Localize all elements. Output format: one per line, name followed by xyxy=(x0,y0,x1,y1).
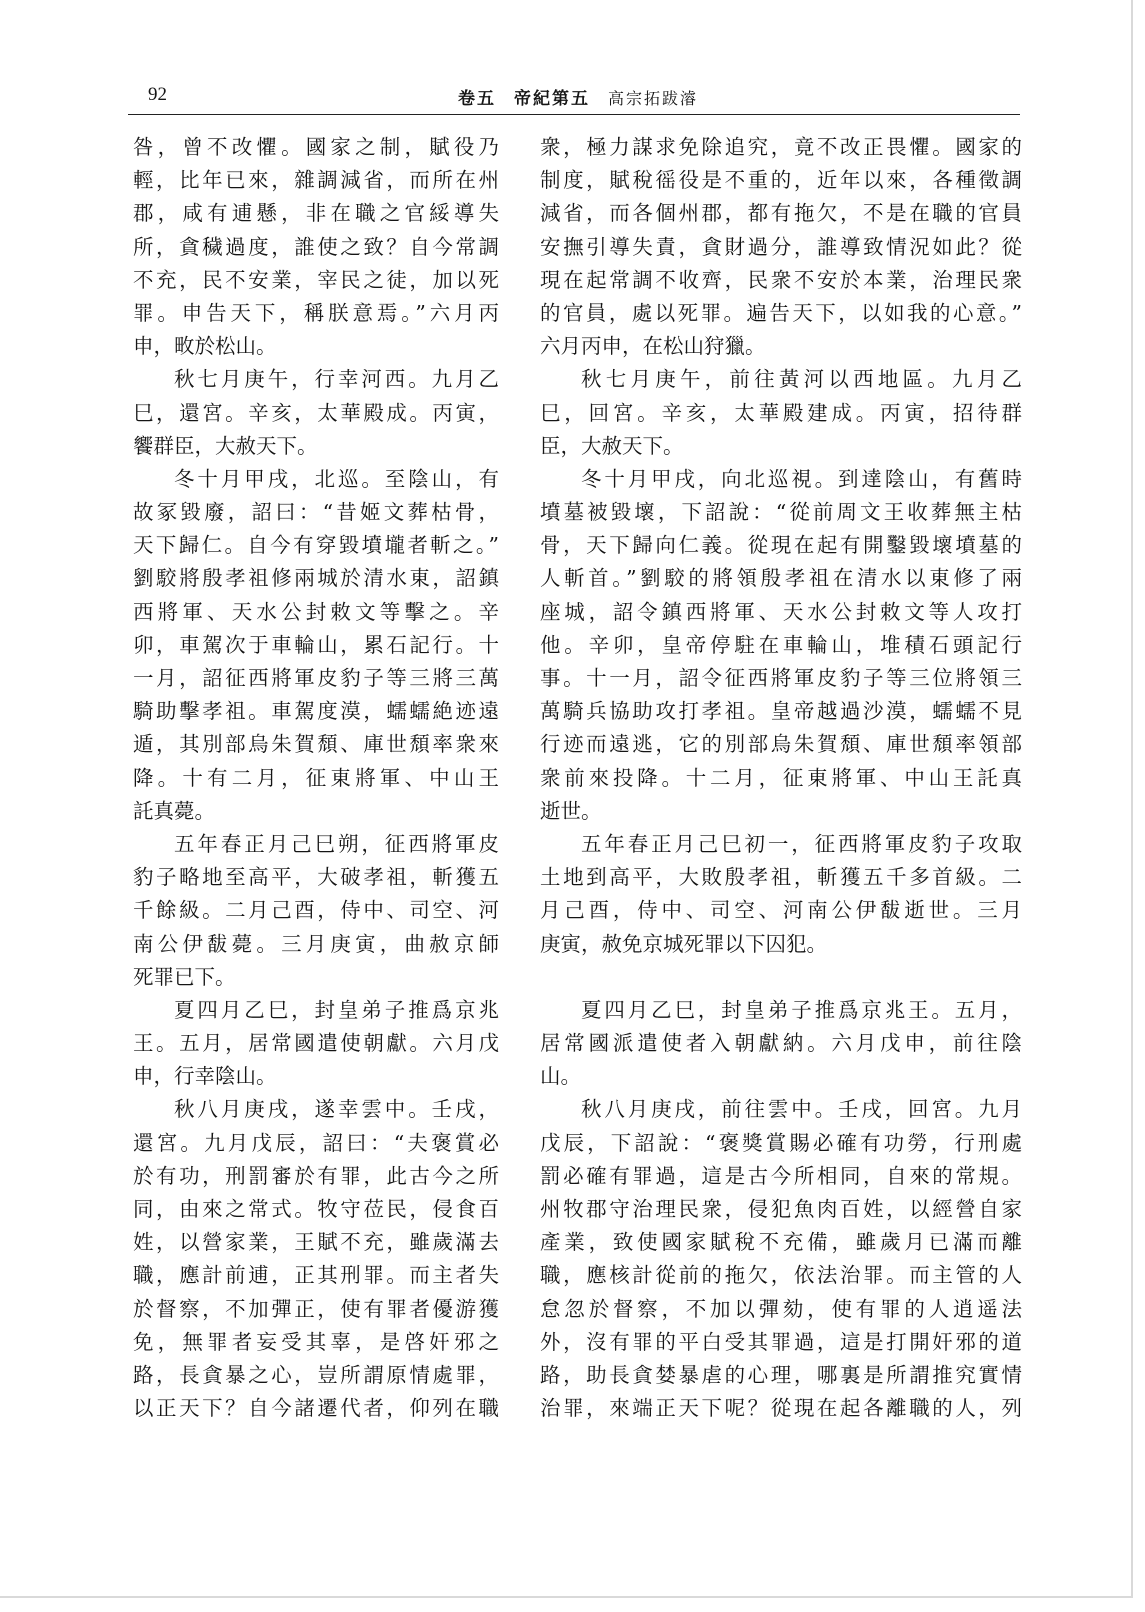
text-line: 以正天下？自今諸遷代者，仰列在職 xyxy=(133,1396,499,1421)
text-line: 罰必確有罪過，這是古今所相同，自來的常規。 xyxy=(540,1163,1022,1188)
text-line: 輕，比年已來，雜調減省，而所在州 xyxy=(133,168,499,193)
text-line: 所，貪穢過度，誰使之致？自今常調 xyxy=(133,234,499,259)
text-line: 豹子略地至高平，大破孝祖，斬獲五 xyxy=(133,865,499,890)
running-head xyxy=(458,84,698,109)
running-header xyxy=(128,80,1020,115)
text-line: 事。十一月，詔令征西將軍皮豹子等三位將領三 xyxy=(540,666,1022,690)
text-line: 秋七月庚午，行幸河西。九月乙 xyxy=(174,367,499,392)
text-line: 治罪，來端正天下呢？從現在起各離職的人，列 xyxy=(540,1396,1022,1421)
text-line: 冬十月甲戌，北巡。至陰山，有 xyxy=(174,466,499,491)
text-line: 臣，大赦天下。 xyxy=(540,433,684,458)
text-line: 千餘級。二月己酉，侍中、司空、河 xyxy=(133,898,499,923)
text-line: 死罪已下。 xyxy=(133,964,236,989)
text-line: 遁，其別部烏朱賀頹、庫世頹率衆來 xyxy=(133,732,499,757)
subject-label: 高宗拓跋濬 xyxy=(608,89,699,108)
text-line: 五年春正月己巳初一，征西將軍皮豹子攻取 xyxy=(581,831,1022,856)
text-line: 夏四月乙巳，封皇弟子推爲京兆王。五月， xyxy=(581,997,1022,1022)
paragraph-spacer xyxy=(540,961,1022,994)
text-line: 冬十月甲戌，向北巡視。到達陰山，有舊時 xyxy=(581,466,1022,491)
text-line: 夏四月乙巳，封皇弟子推爲京兆 xyxy=(174,997,499,1022)
text-line: 減省，而各個州郡，都有拖欠，不是在職的官員 xyxy=(540,201,1022,226)
text-line: 現在起常調不收齊，民衆不安於本業，治理民衆 xyxy=(540,267,1022,292)
text-line: 南公伊馛薨。三月庚寅，曲赦京師 xyxy=(133,931,499,956)
text-line: 人斬首。”劉駮的將領殷孝祖在清水以東修了兩 xyxy=(540,566,1022,591)
text-line: 產業，致使國家賦稅不充備，雖歲月已滿而離 xyxy=(540,1230,1022,1255)
text-line: 姓，以營家業，王賦不充，雖歲滿去 xyxy=(133,1230,499,1255)
text-line: 天下歸仁。自今有穿毀墳壠者斬之。” xyxy=(133,533,499,558)
text-line: 託真薨。 xyxy=(133,798,215,823)
text-line: 外，沒有罪的平白受其罪過，這是打開奸邪的道 xyxy=(540,1329,1022,1354)
text-line: 的官員，處以死罪。遍告天下，以如我的心意。” xyxy=(540,300,1022,325)
text-line: 降。十有二月，征東將軍、中山王 xyxy=(133,765,499,790)
text-line: 居常國派遣使者入朝獻納。六月戊申，前往陰 xyxy=(540,1031,1022,1056)
text-line: 五年春正月己巳朔，征西將軍皮 xyxy=(174,831,499,856)
text-line: 衆，極力謀求免除追究，竟不改正畏懼。國家的 xyxy=(540,135,1022,159)
text-line: 秋七月庚午，前往黃河以西地區。九月乙 xyxy=(581,367,1022,392)
text-line: 郡，咸有逋懸，非在職之官綏導失 xyxy=(133,201,499,226)
volume-label: 卷五 xyxy=(458,89,496,109)
text-line: 路，助長貪婪暴虐的心理，哪裏是所謂推究實情 xyxy=(540,1362,1022,1387)
text-line: 巳，回宮。辛亥，太華殿建成。丙寅，招待群 xyxy=(540,400,1022,425)
text-line: 州牧郡守治理民衆，侵犯魚肉百姓，以經營自家 xyxy=(540,1197,1022,1221)
text-line: 墳墓被毀壞，下詔說：“從前周文王收葬無主枯 xyxy=(540,500,1022,525)
text-line: 一月，詔征西將軍皮豹子等三將三萬 xyxy=(133,666,499,690)
text-line: 六月丙申，在松山狩獵。 xyxy=(540,334,766,359)
text-line: 秋八月庚戌，前往雲中。壬戌，回宮。九月 xyxy=(581,1097,1022,1122)
text-line: 行迹而遠逃，它的別部烏朱賀頹、庫世頹率領部 xyxy=(540,732,1022,757)
text-line: 饗群臣，大赦天下。 xyxy=(133,433,318,458)
text-line: 路，長貪暴之心，豈所謂原情處罪， xyxy=(133,1362,499,1387)
text-line: 戊辰，下詔說：“褒獎賞賜必確有功勞，行刑處 xyxy=(540,1130,1022,1155)
text-line: 制度，賦稅徭役是不重的，近年以來，各種徵調 xyxy=(540,168,1022,193)
text-line: 怠忽於督察，不加以彈劾，使有罪的人逍遥法 xyxy=(540,1296,1022,1321)
text-line: 咎，曾不改懼。國家之制，賦役乃 xyxy=(133,135,499,159)
text-line: 座城，詔令鎮西將軍、天水公封敕文等人攻打 xyxy=(540,599,1022,624)
text-line: 職，應核計從前的拖欠，依法治罪。而主管的人 xyxy=(540,1263,1022,1288)
text-line: 還宮。九月戊辰，詔曰：“夫褒賞必 xyxy=(133,1130,499,1155)
text-line: 山。 xyxy=(540,1064,581,1089)
original-text-column xyxy=(133,131,499,1425)
text-line: 於有功，刑罰審於有罪，此古今之所 xyxy=(133,1163,499,1188)
text-line: 申，畋於松山。 xyxy=(133,334,277,359)
text-line: 萬騎兵協助攻打孝祖。皇帝越過沙漠，蠕蠕不見 xyxy=(540,699,1022,724)
text-line: 於督察，不加彈正，使有罪者優游獲 xyxy=(133,1296,499,1321)
text-line: 巳，還宮。辛亥，太華殿成。丙寅， xyxy=(133,400,499,425)
text-line: 土地到高平，大敗殷孝祖，斬獲五千多首級。二 xyxy=(540,865,1022,890)
text-line: 庚寅，赦免京城死罪以下囚犯。 xyxy=(540,931,827,956)
text-line: 職，應計前逋，正其刑罪。而主者失 xyxy=(133,1263,499,1288)
text-line: 卯，車駕次于車輪山，累石記行。十 xyxy=(133,632,499,657)
text-line: 他。辛卯，皇帝停駐在車輪山，堆積石頭記行 xyxy=(540,632,1022,657)
text-line: 騎助擊孝祖。車駕度漠，蠕蠕絶迹遠 xyxy=(133,699,499,724)
text-line: 安撫引導失責，貪財過分，誰導致情況如此？從 xyxy=(540,234,1022,259)
text-line: 衆前來投降。十二月，征東將軍、中山王託真 xyxy=(540,765,1022,790)
text-line: 王。五月，居常國遣使朝獻。六月戊 xyxy=(133,1031,499,1056)
text-line: 罪。申告天下，稱朕意焉。”六月丙 xyxy=(133,300,499,325)
section-label: 帝紀第五 xyxy=(514,89,590,109)
text-line: 申，行幸陰山。 xyxy=(133,1064,277,1089)
text-line: 劉駮將殷孝祖修兩城於清水東，詔鎮 xyxy=(133,566,499,591)
text-line: 同，由來之常式。牧守莅民，侵食百 xyxy=(133,1197,499,1221)
text-line: 逝世。 xyxy=(540,798,602,823)
text-line: 秋八月庚戌，遂幸雲中。壬戌， xyxy=(174,1097,499,1122)
text-line: 故冢毀廢，詔曰：“昔姬文葬枯骨， xyxy=(133,500,499,525)
translation-column xyxy=(540,131,1022,1425)
text-line: 西將軍、天水公封敕文等擊之。辛 xyxy=(133,599,499,624)
text-line: 不充，民不安業，宰民之徒，加以死 xyxy=(133,267,499,292)
text-line: 免，無罪者妄受其辜，是啓奸邪之 xyxy=(133,1329,499,1354)
text-line: 骨，天下歸向仁義。從現在起有開鑿毀壞墳墓的 xyxy=(540,533,1022,558)
page-number: 92 xyxy=(148,84,167,105)
text-line: 月己酉，侍中、司空、河南公伊馛逝世。三月 xyxy=(540,898,1022,923)
